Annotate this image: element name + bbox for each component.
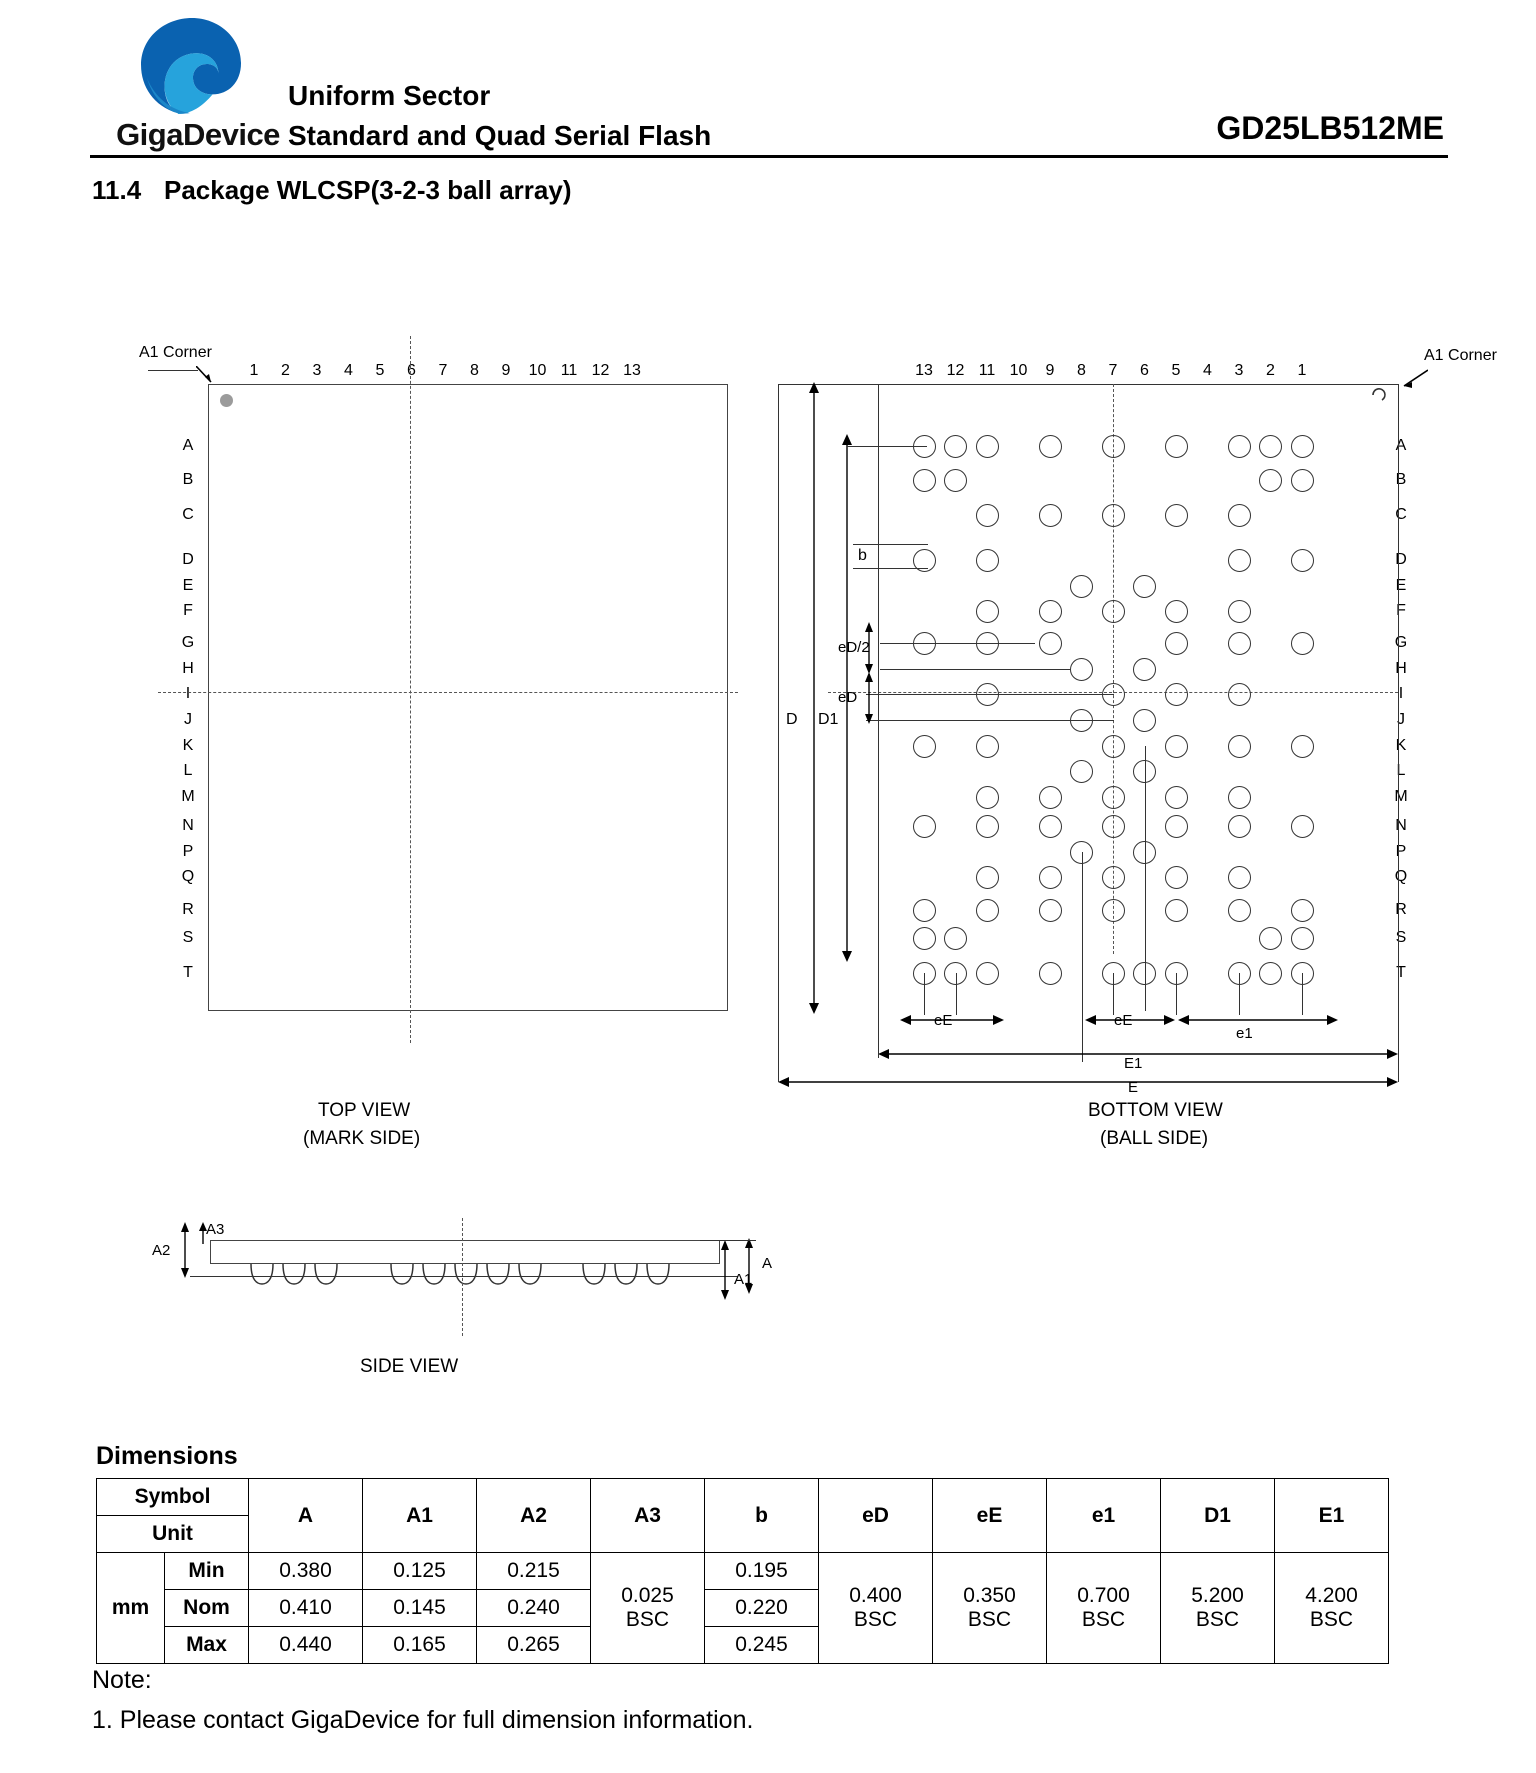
bottom-view-eD2-leader-1 bbox=[880, 643, 1035, 644]
side-view-solder-ball bbox=[452, 1264, 480, 1286]
bottom-view-row-label: T bbox=[1396, 964, 1406, 981]
value-A1-min: 0.125 bbox=[363, 1553, 477, 1590]
bottom-view-ball bbox=[1259, 435, 1282, 458]
top-view-horizontal-centerline bbox=[158, 692, 738, 693]
top-view-row-label: S bbox=[182, 929, 194, 946]
side-view-solder-ball bbox=[484, 1264, 512, 1286]
bottom-view-ball bbox=[1102, 435, 1125, 458]
bottom-view-ball bbox=[1291, 899, 1314, 922]
bottom-view-top-edge bbox=[778, 384, 1398, 385]
bottom-view-ball bbox=[1102, 815, 1125, 838]
top-view-row-label: E bbox=[182, 577, 194, 594]
note-item-1: 1. Please contact GigaDevice for full dimension information. bbox=[92, 1706, 754, 1734]
bottom-view-column-label: 7 bbox=[1108, 362, 1118, 379]
bottom-view-left-reference-line bbox=[878, 384, 879, 962]
row-label-min: Min bbox=[165, 1553, 249, 1590]
bottom-view-ball bbox=[1291, 549, 1314, 572]
bottom-view-column-label: 3 bbox=[1234, 362, 1244, 379]
bottom-view-D-dimension-arrow bbox=[805, 382, 823, 1014]
bottom-view-row-label: N bbox=[1395, 817, 1407, 834]
bottom-view-ball bbox=[944, 469, 967, 492]
brand-name: GigaDevice bbox=[116, 117, 280, 152]
brand-logo bbox=[108, 14, 288, 154]
bottom-view-ball bbox=[1165, 899, 1188, 922]
top-view-a1-dot bbox=[220, 394, 233, 407]
bottom-view-column-label: 10 bbox=[1009, 362, 1028, 379]
bottom-view-ball bbox=[976, 962, 999, 985]
top-view-row-label: K bbox=[182, 737, 194, 754]
bottom-view-row-label: J bbox=[1397, 711, 1405, 728]
bottom-view-a1-corner-label: A1 Corner bbox=[1424, 347, 1497, 364]
value-E1: 4.200 BSC bbox=[1275, 1553, 1389, 1664]
top-view-column-label: 6 bbox=[407, 362, 416, 379]
top-view-row-label: N bbox=[182, 817, 194, 834]
bottom-view-ball bbox=[1291, 632, 1314, 655]
bottom-view-ball bbox=[1165, 504, 1188, 527]
top-view-package-outline bbox=[208, 384, 728, 1011]
bottom-view-eD2-label: eD/2 bbox=[838, 639, 870, 656]
bottom-view-column-label: 13 bbox=[915, 362, 933, 379]
side-view-solder-ball bbox=[248, 1264, 276, 1286]
side-view-solder-ball bbox=[312, 1264, 340, 1286]
bottom-view-ball bbox=[1228, 899, 1251, 922]
top-view-row-label: G bbox=[181, 634, 195, 651]
section-title-text: Package WLCSP(3-2-3 ball array) bbox=[164, 175, 572, 205]
bottom-view-row-label: R bbox=[1395, 901, 1407, 918]
top-view-column-label: 13 bbox=[623, 362, 641, 379]
value-e1: 0.700 BSC bbox=[1047, 1553, 1161, 1664]
bottom-view-ball bbox=[1228, 815, 1251, 838]
top-view-caption-line2: (MARK SIDE) bbox=[303, 1128, 421, 1149]
bottom-view-ball bbox=[1291, 469, 1314, 492]
bottom-view-row-label: M bbox=[1394, 788, 1408, 805]
page-header bbox=[0, 0, 1536, 165]
bottom-view-eD-arrow bbox=[862, 672, 876, 724]
side-view-A2-arrow bbox=[178, 1222, 192, 1278]
part-number: GD25LB512ME bbox=[1216, 110, 1444, 146]
side-view-A1-arrow bbox=[718, 1240, 732, 1300]
bottom-view-ball bbox=[1259, 927, 1282, 950]
side-view-A-extension-top bbox=[700, 1240, 756, 1241]
bottom-view-row-label: A bbox=[1395, 437, 1407, 454]
value-A2-max: 0.265 bbox=[477, 1627, 591, 1664]
top-view-row-label: I bbox=[185, 685, 191, 702]
header-unit-label: Unit bbox=[97, 1516, 249, 1553]
bottom-view-row-label: E bbox=[1395, 577, 1407, 594]
bottom-view-ball bbox=[1039, 786, 1062, 809]
top-view-row-label: F bbox=[183, 602, 193, 619]
side-view-solder-ball bbox=[388, 1264, 416, 1286]
document-title-line1: Uniform Sector bbox=[288, 80, 491, 111]
bottom-view-ball bbox=[976, 435, 999, 458]
document-title bbox=[288, 76, 1048, 156]
bottom-view-ball bbox=[1039, 962, 1062, 985]
bottom-view-ball bbox=[913, 815, 936, 838]
value-A2-nom: 0.240 bbox=[477, 1590, 591, 1627]
top-view-a1-leader-line bbox=[148, 370, 198, 371]
bottom-view-ball bbox=[1165, 683, 1188, 706]
side-view-A2-label: A2 bbox=[152, 1242, 171, 1259]
header-symbol-label: Symbol bbox=[97, 1479, 249, 1516]
header-symbol-A1: A1 bbox=[363, 1479, 477, 1553]
header-symbol-e1: e1 bbox=[1047, 1479, 1161, 1553]
header-symbol-E1: E1 bbox=[1275, 1479, 1389, 1553]
bottom-view-ball bbox=[1102, 735, 1125, 758]
bottom-view-ball bbox=[1291, 927, 1314, 950]
row-label-max: Max bbox=[165, 1627, 249, 1664]
value-A3: 0.025 BSC bbox=[591, 1553, 705, 1664]
header-symbol-eD: eD bbox=[819, 1479, 933, 1553]
value-eE: 0.350 BSC bbox=[933, 1553, 1047, 1664]
bottom-view-ball-extension-line bbox=[924, 973, 925, 1015]
bottom-view-row-label: Q bbox=[1394, 868, 1408, 885]
bottom-view-ball bbox=[1291, 735, 1314, 758]
bottom-view-ball bbox=[976, 899, 999, 922]
bottom-view-ball bbox=[1228, 683, 1251, 706]
bottom-view-ball bbox=[1102, 866, 1125, 889]
bottom-view-row-label: S bbox=[1395, 929, 1407, 946]
bottom-view-row-label: D bbox=[1395, 551, 1407, 568]
bottom-view-ball bbox=[976, 815, 999, 838]
side-view-A3-label: A3 bbox=[206, 1221, 225, 1238]
top-view-caption-line1: TOP VIEW bbox=[318, 1100, 411, 1121]
header-divider bbox=[90, 155, 1448, 158]
side-view-solder-ball bbox=[420, 1264, 448, 1286]
header-symbol-D1: D1 bbox=[1161, 1479, 1275, 1553]
top-view-row-label: M bbox=[181, 788, 195, 805]
bottom-view-eE-right-label: eE bbox=[1114, 1012, 1133, 1029]
bottom-view-column-label: 9 bbox=[1045, 362, 1055, 379]
bottom-view-column-label: 1 bbox=[1297, 362, 1307, 379]
top-view-column-label: 9 bbox=[501, 362, 511, 379]
bottom-view-ball-extension-line bbox=[1145, 746, 1146, 1011]
value-A-max: 0.440 bbox=[249, 1627, 363, 1664]
top-view-vertical-centerline bbox=[410, 336, 411, 1043]
top-view-column-label: 7 bbox=[438, 362, 448, 379]
bottom-view-ball bbox=[1259, 469, 1282, 492]
top-view-column-label: 11 bbox=[560, 362, 578, 379]
bottom-view-ball bbox=[1165, 815, 1188, 838]
bottom-view-ball bbox=[1070, 760, 1093, 783]
bottom-view-ball-extension-line bbox=[1176, 973, 1177, 1015]
gigadevice-swirl-logo bbox=[138, 16, 246, 116]
bottom-view-column-label: 11 bbox=[978, 362, 996, 379]
bottom-view-ball bbox=[976, 866, 999, 889]
table-header-row-symbol bbox=[97, 1479, 1389, 1516]
top-view-column-label: 1 bbox=[249, 362, 259, 379]
top-view-row-label: P bbox=[182, 843, 194, 860]
bottom-view-ball bbox=[913, 735, 936, 758]
top-view-row-label: H bbox=[182, 660, 194, 677]
side-view-solder-ball bbox=[612, 1264, 640, 1286]
bottom-view-ball bbox=[1102, 786, 1125, 809]
header-symbol-A: A bbox=[249, 1479, 363, 1553]
bottom-view-ball bbox=[1259, 962, 1282, 985]
bottom-view-D1-top-extension bbox=[847, 446, 927, 447]
bottom-view-row-label: I bbox=[1398, 685, 1404, 702]
bottom-view-ball bbox=[1039, 435, 1062, 458]
bottom-view-ball bbox=[913, 469, 936, 492]
bottom-view-caption-line1: BOTTOM VIEW bbox=[1088, 1100, 1223, 1121]
bottom-view-ball bbox=[1165, 600, 1188, 623]
table-row bbox=[97, 1553, 1389, 1590]
bottom-view-row-label: F bbox=[1396, 602, 1406, 619]
header-symbol-A2: A2 bbox=[477, 1479, 591, 1553]
top-view-row-label: B bbox=[182, 471, 194, 488]
side-view-solder-ball bbox=[280, 1264, 308, 1286]
bottom-view-ball bbox=[1228, 435, 1251, 458]
bottom-view-ball-extension-line bbox=[956, 973, 957, 1015]
bottom-view-E-arrow bbox=[778, 1074, 1398, 1090]
bottom-view-ball bbox=[1228, 866, 1251, 889]
top-view-column-label: 10 bbox=[528, 362, 547, 379]
bottom-view-ball bbox=[1291, 435, 1314, 458]
bottom-view-ball bbox=[976, 786, 999, 809]
bottom-view-ball bbox=[1039, 815, 1062, 838]
top-view-column-label: 3 bbox=[312, 362, 322, 379]
bottom-view-ball bbox=[1070, 658, 1093, 681]
bottom-view-ball bbox=[1228, 735, 1251, 758]
top-view-a1-arrow bbox=[196, 366, 236, 394]
value-A2-min: 0.215 bbox=[477, 1553, 591, 1590]
value-A-nom: 0.410 bbox=[249, 1590, 363, 1627]
bottom-view-column-label: 6 bbox=[1140, 362, 1149, 379]
bottom-view-ball bbox=[1133, 709, 1156, 732]
bottom-view-e1-label: e1 bbox=[1236, 1025, 1253, 1042]
top-view-row-label: J bbox=[184, 711, 192, 728]
bottom-view-row-label: K bbox=[1395, 737, 1407, 754]
document-title-line2: Standard and Quad Serial Flash bbox=[288, 119, 712, 151]
bottom-view-a1-arrow bbox=[1382, 368, 1428, 398]
bottom-view-eD-leader-2 bbox=[866, 720, 1114, 721]
top-view-column-label: 2 bbox=[281, 362, 290, 379]
bottom-view-E-left-reference bbox=[778, 384, 779, 1082]
header-symbol-b: b bbox=[705, 1479, 819, 1553]
side-view-solder-ball bbox=[580, 1264, 608, 1286]
bottom-view-eE-left-label: eE bbox=[934, 1012, 953, 1029]
bottom-view-ball-extension-line bbox=[1082, 852, 1083, 1062]
value-D1: 5.200 BSC bbox=[1161, 1553, 1275, 1664]
bottom-view-row-label: B bbox=[1395, 471, 1407, 488]
bottom-view-eD-leader-1 bbox=[866, 694, 1114, 695]
bottom-view-ball bbox=[1102, 600, 1125, 623]
bottom-view-ball bbox=[913, 899, 936, 922]
bottom-view-ball bbox=[976, 504, 999, 527]
bottom-view-column-label: 5 bbox=[1171, 362, 1181, 379]
header-symbol-eE: eE bbox=[933, 1479, 1047, 1553]
top-view-row-label: A bbox=[182, 437, 194, 454]
value-eD: 0.400 BSC bbox=[819, 1553, 933, 1664]
bottom-view-ball bbox=[1228, 786, 1251, 809]
bottom-view-column-label: 4 bbox=[1203, 362, 1212, 379]
bottom-view-ball bbox=[1039, 600, 1062, 623]
dimensions-heading: Dimensions bbox=[96, 1442, 238, 1470]
top-view-row-label: C bbox=[182, 506, 194, 523]
bottom-view-ball bbox=[1102, 899, 1125, 922]
bottom-view-E-label: E bbox=[1128, 1079, 1139, 1096]
top-view-column-label: 12 bbox=[591, 362, 610, 379]
side-view-solder-ball bbox=[516, 1264, 544, 1286]
bottom-view-a1-corner-mark bbox=[1370, 386, 1388, 404]
bottom-view-E1-label: E1 bbox=[1124, 1055, 1143, 1072]
bottom-view-ball bbox=[1165, 866, 1188, 889]
side-view-die-body bbox=[210, 1240, 720, 1264]
top-view-row-label: R bbox=[182, 901, 194, 918]
bottom-view-row-label: P bbox=[1395, 843, 1407, 860]
bottom-view-ball bbox=[976, 549, 999, 572]
bottom-view-b-label: b bbox=[858, 547, 867, 564]
section-title bbox=[92, 175, 572, 206]
bottom-view-column-label: 8 bbox=[1077, 362, 1086, 379]
value-A1-nom: 0.145 bbox=[363, 1590, 477, 1627]
bottom-view-eD2-leader-2 bbox=[880, 669, 1070, 670]
bottom-view-ball bbox=[944, 435, 967, 458]
section-number: 11.4 bbox=[92, 175, 142, 205]
row-label-nom: Nom bbox=[165, 1590, 249, 1627]
bottom-view-ball bbox=[1133, 658, 1156, 681]
side-view-A1-label: A1 bbox=[734, 1271, 753, 1288]
bottom-view-D1-label: D1 bbox=[818, 711, 839, 728]
bottom-view-ball-extension-line bbox=[1302, 973, 1303, 1015]
value-b-max: 0.245 bbox=[705, 1627, 819, 1664]
bottom-view-ball bbox=[1165, 786, 1188, 809]
header-symbol-A3: A3 bbox=[591, 1479, 705, 1553]
bottom-view-b-leader-top bbox=[853, 544, 928, 545]
bottom-view-caption-line2: (BALL SIDE) bbox=[1100, 1128, 1209, 1149]
bottom-view-ball bbox=[944, 927, 967, 950]
bottom-view-ball bbox=[976, 735, 999, 758]
bottom-view-D-label: D bbox=[786, 711, 798, 728]
bottom-view-E1-left-reference bbox=[878, 940, 879, 1058]
bottom-view-ball bbox=[1039, 866, 1062, 889]
bottom-view-row-label: C bbox=[1395, 506, 1407, 523]
bottom-view-ball bbox=[1039, 899, 1062, 922]
bottom-view-ball bbox=[1165, 632, 1188, 655]
bottom-view-ball bbox=[1039, 504, 1062, 527]
top-view-row-label: T bbox=[183, 964, 193, 981]
bottom-view-e1-arrow bbox=[1178, 1012, 1338, 1028]
bottom-view-row-label: L bbox=[1396, 762, 1406, 779]
unit-value-mm: mm bbox=[97, 1553, 165, 1664]
bottom-view-ball bbox=[1228, 549, 1251, 572]
bottom-view-ball bbox=[1228, 600, 1251, 623]
bottom-view-ball bbox=[1133, 575, 1156, 598]
bottom-view-ball bbox=[1228, 504, 1251, 527]
top-view-column-label: 8 bbox=[470, 362, 479, 379]
bottom-view-ball-extension-line bbox=[1113, 973, 1114, 1015]
bottom-view-ball bbox=[1165, 735, 1188, 758]
top-view-column-label: 4 bbox=[344, 362, 353, 379]
value-b-nom: 0.220 bbox=[705, 1590, 819, 1627]
bottom-view-eD-label: eD bbox=[838, 689, 858, 706]
side-view-A-label: A bbox=[762, 1255, 773, 1272]
bottom-view-ball bbox=[1102, 504, 1125, 527]
top-view-row-label: L bbox=[183, 762, 193, 779]
bottom-view-row-label: H bbox=[1395, 660, 1407, 677]
bottom-view-ball bbox=[1070, 575, 1093, 598]
bottom-view-ball-extension-line bbox=[1239, 973, 1240, 1015]
side-view-solder-ball bbox=[644, 1264, 672, 1286]
bottom-view-column-label: 12 bbox=[946, 362, 965, 379]
bottom-view-column-label: 2 bbox=[1266, 362, 1275, 379]
side-view-caption: SIDE VIEW bbox=[360, 1356, 459, 1377]
top-view-row-label: D bbox=[182, 551, 194, 568]
note-heading: Note: bbox=[92, 1666, 152, 1694]
value-A1-max: 0.165 bbox=[363, 1627, 477, 1664]
value-A-min: 0.380 bbox=[249, 1553, 363, 1590]
bottom-view-ball bbox=[976, 600, 999, 623]
top-view-a1-corner-label: A1 Corner bbox=[139, 344, 212, 361]
bottom-view-ball bbox=[1039, 632, 1062, 655]
bottom-view-ball bbox=[1228, 632, 1251, 655]
bottom-view-ball bbox=[913, 927, 936, 950]
bottom-view-ball bbox=[1165, 435, 1188, 458]
bottom-view-ball bbox=[1291, 815, 1314, 838]
dimensions-table bbox=[96, 1478, 1389, 1664]
side-view-centerline bbox=[462, 1218, 463, 1336]
top-view-row-label: Q bbox=[181, 868, 195, 885]
bottom-view-b-leader-bottom bbox=[853, 568, 928, 569]
bottom-view-E1-right-reference bbox=[1398, 940, 1399, 1058]
top-view-column-label: 5 bbox=[375, 362, 385, 379]
value-b-min: 0.195 bbox=[705, 1553, 819, 1590]
bottom-view-row-label: G bbox=[1394, 634, 1408, 651]
